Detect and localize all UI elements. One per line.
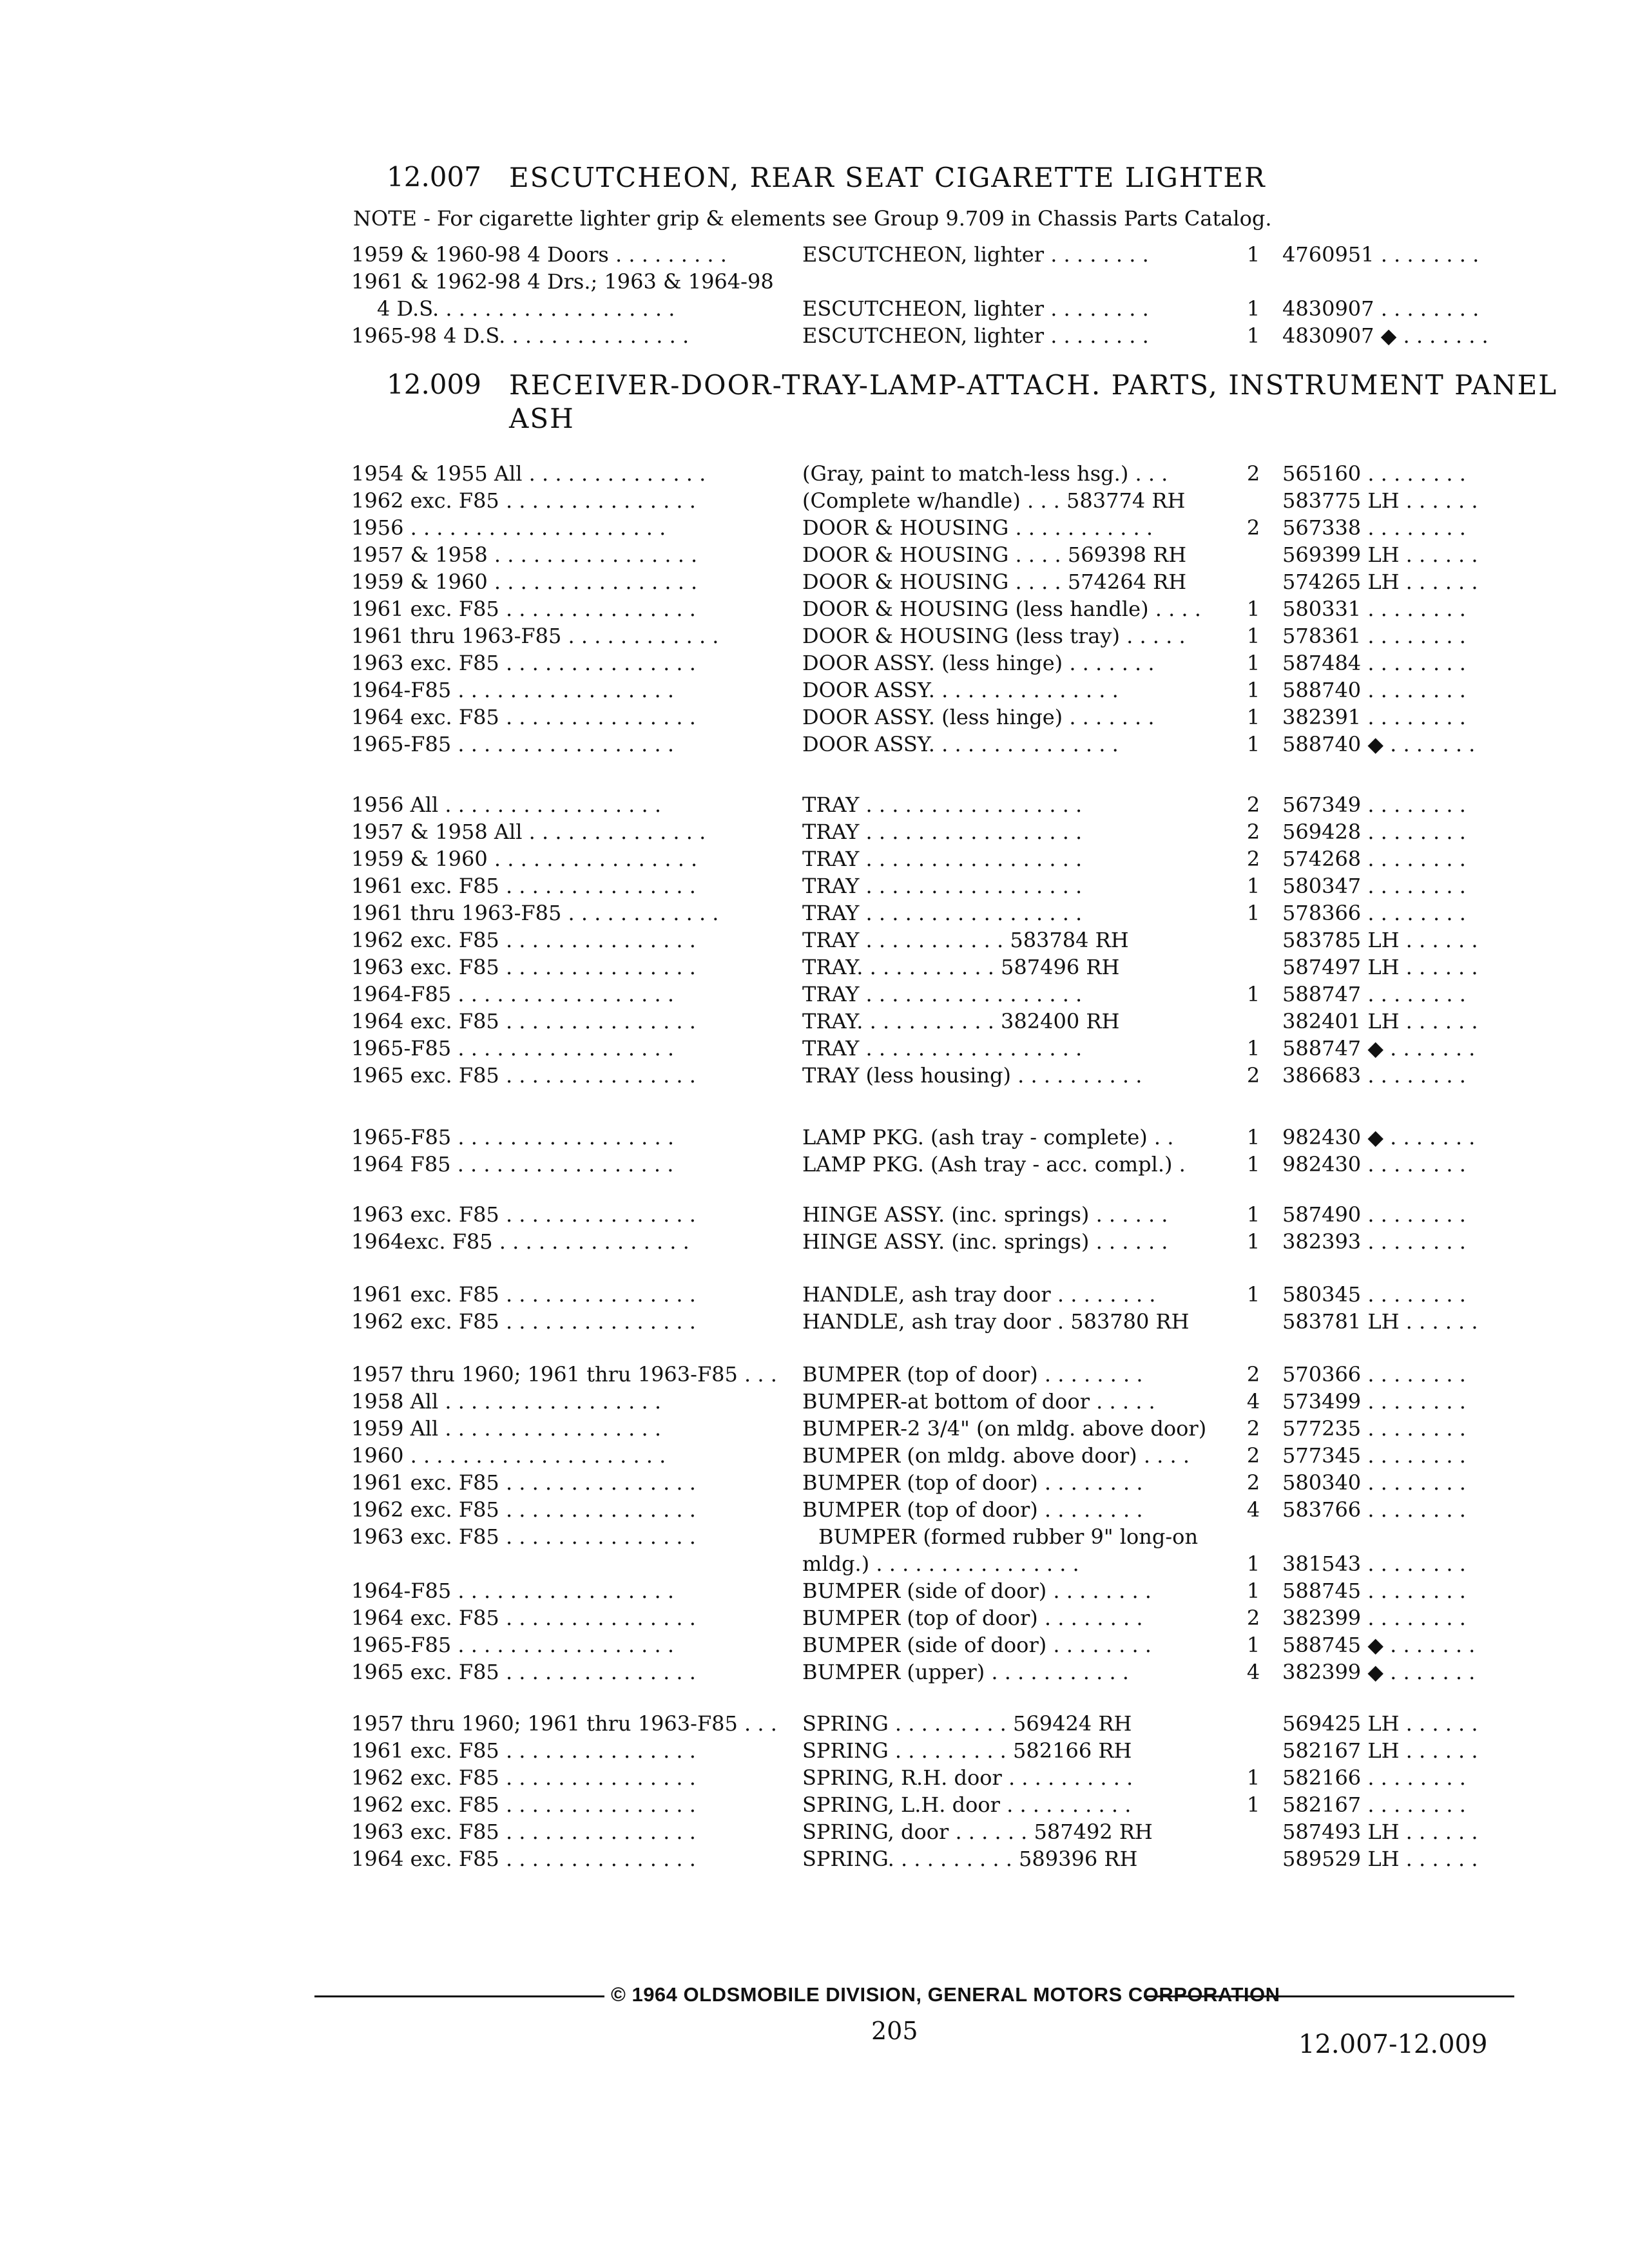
description-cell: TRAY . . . . . . . . . . . . . . . . .	[802, 847, 1083, 871]
description-cell: DOOR ASSY. (less hinge) . . . . . . .	[802, 651, 1155, 675]
part-number-cell: 382399 ◆ . . . . . . .	[1282, 1660, 1476, 1684]
year-cell: 1961 exc. F85 . . . . . . . . . . . . . . .	[351, 1738, 696, 1763]
year-cell: 1961 exc. F85 . . . . . . . . . . . . . . .	[351, 1282, 696, 1307]
description-cell: (Complete w/handle) . . . 583774 RH	[802, 488, 1186, 513]
description-cell: DOOR ASSY. . . . . . . . . . . . . . .	[802, 732, 1119, 756]
table-row	[0, 488, 1629, 515]
description-cell: SPRING. . . . . . . . . . 589396 RH	[802, 1847, 1138, 1871]
year-cell: 1964-F85 . . . . . . . . . . . . . . . . .	[351, 982, 675, 1006]
description-cell: HINGE ASSY. (inc. springs) . . . . . .	[802, 1229, 1168, 1254]
year-cell: 1965 exc. F85 . . . . . . . . . . . . . . .	[351, 1063, 696, 1088]
quantity-cell: 2	[1246, 1470, 1260, 1495]
table-row	[0, 1389, 1629, 1416]
section-title: RECEIVER-DOOR-TRAY-LAMP-ATTACH. PARTS, INSTRUMENT PANEL ASH	[509, 369, 1558, 434]
quantity-cell: 1	[1246, 1633, 1260, 1657]
quantity-cell: 2	[1246, 1362, 1260, 1387]
section-number: 12.007	[387, 161, 481, 193]
year-cell: 1965-98 4 D.S. . . . . . . . . . . . . . .	[351, 323, 689, 348]
description-cell: TRAY . . . . . . . . . . . . . . . . .	[802, 982, 1083, 1006]
table-row	[0, 296, 1629, 323]
table-row	[0, 1606, 1629, 1633]
year-cell: 1961 exc. F85 . . . . . . . . . . . . . . .	[351, 1470, 696, 1495]
description-cell: DOOR & HOUSING . . . . 574264 RH	[802, 570, 1187, 594]
quantity-cell: 1	[1246, 1792, 1260, 1817]
part-number-cell: 580340 . . . . . . . .	[1282, 1470, 1466, 1495]
description-cell: BUMPER-at bottom of door . . . . .	[802, 1389, 1155, 1414]
year-cell: 1965-F85 . . . . . . . . . . . . . . . . .	[351, 1633, 675, 1657]
part-number-cell: 580347 . . . . . . . .	[1282, 874, 1466, 898]
part-number-cell: 567338 . . . . . . . .	[1282, 515, 1466, 540]
part-number-cell: 587484 . . . . . . . .	[1282, 651, 1466, 675]
quantity-cell: 4	[1246, 1660, 1260, 1684]
year-cell: 1957 thru 1960; 1961 thru 1963-F85 . . .	[351, 1711, 777, 1736]
table-row	[0, 1738, 1629, 1765]
part-number-cell: 382393 . . . . . . . .	[1282, 1229, 1466, 1254]
year-cell: 1956 . . . . . . . . . . . . . . . . . . . .	[351, 515, 666, 540]
table-row	[0, 1152, 1629, 1179]
year-cell: 1961 thru 1963-F85 . . . . . . . . . . . .	[351, 901, 719, 925]
table-row	[0, 1847, 1629, 1874]
table-row	[0, 1036, 1629, 1063]
part-number-cell: 382401 LH . . . . . .	[1282, 1009, 1478, 1033]
table-row	[0, 1820, 1629, 1847]
table-row	[0, 820, 1629, 847]
description-cell: SPRING, L.H. door . . . . . . . . . .	[802, 1792, 1132, 1817]
quantity-cell: 2	[1246, 1606, 1260, 1630]
part-number-cell: 583785 LH . . . . . .	[1282, 928, 1478, 952]
year-cell: 1959 & 1960-98 4 Doors . . . . . . . . .	[351, 242, 727, 267]
quantity-cell: 1	[1246, 1125, 1260, 1149]
part-number-cell: 382399 . . . . . . . .	[1282, 1606, 1466, 1630]
part-number-cell: 583775 LH . . . . . .	[1282, 488, 1478, 513]
description-cell: BUMPER (top of door) . . . . . . . .	[802, 1497, 1143, 1522]
table-row	[0, 1443, 1629, 1470]
part-number-cell: 565160 . . . . . . . .	[1282, 461, 1466, 486]
description-cell: DOOR & HOUSING (less tray) . . . . .	[802, 624, 1186, 648]
part-number-cell: 570366 . . . . . . . .	[1282, 1362, 1466, 1387]
part-number-cell: 588745 ◆ . . . . . . .	[1282, 1633, 1476, 1657]
quantity-cell: 1	[1246, 1579, 1260, 1603]
table-row	[0, 847, 1629, 874]
note-text: For cigarette lighter grip & elements see Group 9.709 in Chassis Parts Catalog.	[436, 206, 1272, 231]
part-number-cell: 587490 . . . . . . . .	[1282, 1202, 1466, 1227]
table-row	[0, 901, 1629, 928]
part-number-cell: 569428 . . . . . . . .	[1282, 820, 1466, 844]
table-row	[0, 1282, 1629, 1309]
table-row	[0, 1470, 1629, 1497]
part-number-cell: 4760951 . . . . . . . .	[1282, 242, 1480, 267]
year-cell: 1961 exc. F85 . . . . . . . . . . . . . . .	[351, 597, 696, 621]
quantity-cell: 1	[1246, 1202, 1260, 1227]
year-cell: 1963 exc. F85 . . . . . . . . . . . . . . .	[351, 1202, 696, 1227]
description-cell: SPRING . . . . . . . . . 582166 RH	[802, 1738, 1132, 1763]
page-number: 205	[871, 2017, 918, 2045]
part-number-cell: 567349 . . . . . . . .	[1282, 793, 1466, 817]
part-number-cell: 573499 . . . . . . . .	[1282, 1389, 1466, 1414]
year-cell: 1964 exc. F85 . . . . . . . . . . . . . . .	[351, 705, 696, 729]
table-row	[0, 1416, 1629, 1443]
year-cell: 1964-F85 . . . . . . . . . . . . . . . . .	[351, 678, 675, 702]
quantity-cell: 1	[1246, 651, 1260, 675]
year-cell: 1961 thru 1963-F85 . . . . . . . . . . . .	[351, 624, 719, 648]
year-cell: 1957 thru 1960; 1961 thru 1963-F85 . . .	[351, 1362, 777, 1387]
quantity-cell: 1	[1246, 982, 1260, 1006]
table-row	[0, 323, 1629, 351]
section-heading-12-007	[387, 161, 1605, 195]
description-cell: mldg.) . . . . . . . . . . . . . . . .	[802, 1552, 1079, 1576]
year-cell: 1963 exc. F85 . . . . . . . . . . . . . . .	[351, 1820, 696, 1844]
year-cell: 1959 & 1960 . . . . . . . . . . . . . . . .	[351, 847, 698, 871]
part-number-cell: 588745 . . . . . . . .	[1282, 1579, 1466, 1603]
section-title: ESCUTCHEON, REAR SEAT CIGARETTE LIGHTER	[509, 162, 1266, 193]
year-cell: 1962 exc. F85 . . . . . . . . . . . . . . .	[351, 1497, 696, 1522]
quantity-cell: 1	[1246, 624, 1260, 648]
part-number-cell: 577345 . . . . . . . .	[1282, 1443, 1466, 1468]
quantity-cell: 2	[1246, 793, 1260, 817]
description-cell: DOOR & HOUSING . . . . 569398 RH	[802, 543, 1187, 567]
part-number-cell: 574268 . . . . . . . .	[1282, 847, 1466, 871]
table-row	[0, 1660, 1629, 1687]
part-number-cell: 580345 . . . . . . . .	[1282, 1282, 1466, 1307]
quantity-cell: 1	[1246, 705, 1260, 729]
table-row	[0, 515, 1629, 543]
description-cell: LAMP PKG. (Ash tray - acc. compl.) .	[802, 1152, 1186, 1177]
table-row	[0, 570, 1629, 597]
table-row	[0, 982, 1629, 1009]
quantity-cell: 1	[1246, 1282, 1260, 1307]
description-cell: BUMPER (side of door) . . . . . . . .	[802, 1579, 1152, 1603]
description-cell: TRAY (less housing) . . . . . . . . . .	[802, 1063, 1142, 1088]
part-number-cell: 588740 ◆ . . . . . . .	[1282, 732, 1476, 756]
description-cell: BUMPER (top of door) . . . . . . . .	[802, 1470, 1143, 1495]
description-cell: BUMPER (upper) . . . . . . . . . . .	[802, 1660, 1129, 1684]
quantity-cell: 2	[1246, 820, 1260, 844]
year-cell: 1964exc. F85 . . . . . . . . . . . . . . .	[351, 1229, 689, 1254]
year-cell: 1961 exc. F85 . . . . . . . . . . . . . . .	[351, 874, 696, 898]
part-number-cell: 587493 LH . . . . . .	[1282, 1820, 1478, 1844]
footer-rule-left	[314, 1995, 604, 1997]
part-number-cell: 577235 . . . . . . . .	[1282, 1416, 1466, 1441]
table-row	[0, 874, 1629, 901]
table-row	[0, 1524, 1629, 1552]
year-cell: 1959 All . . . . . . . . . . . . . . . . .	[351, 1416, 662, 1441]
quantity-cell: 1	[1246, 1765, 1260, 1790]
part-number-cell: 386683 . . . . . . . .	[1282, 1063, 1466, 1088]
part-number-cell: 569425 LH . . . . . .	[1282, 1711, 1478, 1736]
part-number-cell: 382391 . . . . . . . .	[1282, 705, 1466, 729]
table-row	[0, 793, 1629, 820]
part-number-cell: 583781 LH . . . . . .	[1282, 1309, 1478, 1334]
table-row	[0, 1552, 1629, 1579]
description-cell: BUMPER (formed rubber 9" long-on	[818, 1524, 1199, 1549]
description-cell: DOOR & HOUSING . . . . . . . . . . .	[802, 515, 1153, 540]
year-cell: 1964 exc. F85 . . . . . . . . . . . . . . .	[351, 1009, 696, 1033]
note-label: NOTE -	[353, 206, 430, 231]
table-row	[0, 624, 1629, 651]
year-cell: 1962 exc. F85 . . . . . . . . . . . . . . .	[351, 1792, 696, 1817]
year-cell: 1965-F85 . . . . . . . . . . . . . . . . .	[351, 1036, 675, 1061]
section-number: 12.009	[387, 369, 481, 400]
table-row	[0, 1579, 1629, 1606]
part-number-cell: 589529 LH . . . . . .	[1282, 1847, 1478, 1871]
part-number-cell: 587497 LH . . . . . .	[1282, 955, 1478, 979]
description-cell: ESCUTCHEON, lighter . . . . . . . .	[802, 242, 1149, 267]
part-number-cell: 580331 . . . . . . . .	[1282, 597, 1466, 621]
description-cell: BUMPER (top of door) . . . . . . . .	[802, 1362, 1143, 1387]
year-cell: 1961 & 1962-98 4 Drs.; 1963 & 1964-98	[351, 269, 774, 294]
part-number-cell: 588747 . . . . . . . .	[1282, 982, 1466, 1006]
year-cell: 1965 exc. F85 . . . . . . . . . . . . . . .	[351, 1660, 696, 1684]
description-cell: TRAY . . . . . . . . . . . . . . . . .	[802, 820, 1083, 844]
description-cell: ESCUTCHEON, lighter . . . . . . . .	[802, 323, 1149, 348]
description-cell: TRAY . . . . . . . . . . . . . . . . .	[802, 793, 1083, 817]
table-row	[0, 651, 1629, 678]
table-row	[0, 1711, 1629, 1738]
quantity-cell: 1	[1246, 901, 1260, 925]
quantity-cell: 1	[1246, 1552, 1260, 1576]
description-cell: HANDLE, ash tray door . 583780 RH	[802, 1309, 1190, 1334]
note	[353, 206, 1272, 231]
page-reference: 12.007-12.009	[1298, 2030, 1488, 2059]
year-cell: 1957 & 1958 . . . . . . . . . . . . . . . .	[351, 543, 698, 567]
description-cell: DOOR ASSY. (less hinge) . . . . . . .	[802, 705, 1155, 729]
quantity-cell: 1	[1246, 1036, 1260, 1061]
quantity-cell: 1	[1246, 732, 1260, 756]
quantity-cell: 1	[1246, 678, 1260, 702]
quantity-cell: 4	[1246, 1389, 1260, 1414]
table-row	[0, 928, 1629, 955]
quantity-cell: 2	[1246, 515, 1260, 540]
description-cell: DOOR ASSY. . . . . . . . . . . . . . .	[802, 678, 1119, 702]
year-cell: 1960 . . . . . . . . . . . . . . . . . . . .	[351, 1443, 666, 1468]
year-cell: 1954 & 1955 All . . . . . . . . . . . . . .	[351, 461, 706, 486]
table-row	[0, 1229, 1629, 1256]
description-cell: HINGE ASSY. (inc. springs) . . . . . .	[802, 1202, 1168, 1227]
table-row	[0, 732, 1629, 759]
description-cell: TRAY . . . . . . . . . . . . . . . . .	[802, 901, 1083, 925]
quantity-cell: 2	[1246, 1443, 1260, 1468]
year-cell: 1963 exc. F85 . . . . . . . . . . . . . . .	[351, 1524, 696, 1549]
description-cell: TRAY. . . . . . . . . . . 587496 RH	[802, 955, 1120, 979]
footer-copyright: © 1964 OLDSMOBILE DIVISION, GENERAL MOTORS CORPORATION	[611, 1983, 1280, 2006]
description-cell: SPRING, R.H. door . . . . . . . . . .	[802, 1765, 1133, 1790]
year-cell: 1963 exc. F85 . . . . . . . . . . . . . . .	[351, 651, 696, 675]
part-number-cell: 588747 ◆ . . . . . . .	[1282, 1036, 1476, 1061]
description-cell: TRAY . . . . . . . . . . . 583784 RH	[802, 928, 1129, 952]
quantity-cell: 2	[1246, 1416, 1260, 1441]
year-cell: 1962 exc. F85 . . . . . . . . . . . . . . .	[351, 1309, 696, 1334]
year-cell: 1962 exc. F85 . . . . . . . . . . . . . . .	[351, 488, 696, 513]
description-cell: BUMPER-2 3/4" (on mldg. above door)	[802, 1416, 1207, 1441]
description-cell: ESCUTCHEON, lighter . . . . . . . .	[802, 296, 1149, 321]
table-row	[0, 1309, 1629, 1336]
quantity-cell: 1	[1246, 242, 1260, 267]
part-number-cell: 569399 LH . . . . . .	[1282, 543, 1478, 567]
table-row	[0, 597, 1629, 624]
quantity-cell: 1	[1246, 1152, 1260, 1177]
table-row	[0, 1765, 1629, 1792]
year-cell: 1956 All . . . . . . . . . . . . . . . . .	[351, 793, 662, 817]
year-cell: 4 D.S. . . . . . . . . . . . . . . . . . .	[377, 296, 675, 321]
year-cell: 1963 exc. F85 . . . . . . . . . . . . . . .	[351, 955, 696, 979]
description-cell: SPRING . . . . . . . . . 569424 RH	[802, 1711, 1132, 1736]
table-row	[0, 1633, 1629, 1660]
part-number-cell: 583766 . . . . . . . .	[1282, 1497, 1466, 1522]
table-row	[0, 1063, 1629, 1090]
part-number-cell: 578361 . . . . . . . .	[1282, 624, 1466, 648]
description-cell: LAMP PKG. (ash tray - complete) . .	[802, 1125, 1174, 1149]
part-number-cell: 582167 . . . . . . . .	[1282, 1792, 1466, 1817]
quantity-cell: 2	[1246, 461, 1260, 486]
part-number-cell: 582166 . . . . . . . .	[1282, 1765, 1466, 1790]
table-row	[0, 1125, 1629, 1152]
quantity-cell: 1	[1246, 874, 1260, 898]
table-row	[0, 242, 1629, 269]
table-row	[0, 1362, 1629, 1389]
year-cell: 1962 exc. F85 . . . . . . . . . . . . . . .	[351, 928, 696, 952]
table-row	[0, 543, 1629, 570]
description-cell: BUMPER (side of door) . . . . . . . .	[802, 1633, 1152, 1657]
part-number-cell: 574265 LH . . . . . .	[1282, 570, 1478, 594]
year-cell: 1964 exc. F85 . . . . . . . . . . . . . . .	[351, 1606, 696, 1630]
part-number-cell: 982430 ◆ . . . . . . .	[1282, 1125, 1476, 1149]
table-row	[0, 1202, 1629, 1229]
table-row	[0, 1792, 1629, 1820]
table-row	[0, 1497, 1629, 1524]
description-cell: BUMPER (on mldg. above door) . . . .	[802, 1443, 1190, 1468]
year-cell: 1964-F85 . . . . . . . . . . . . . . . . .	[351, 1579, 675, 1603]
part-number-cell: 582167 LH . . . . . .	[1282, 1738, 1478, 1763]
year-cell: 1962 exc. F85 . . . . . . . . . . . . . . .	[351, 1765, 696, 1790]
description-cell: TRAY . . . . . . . . . . . . . . . . .	[802, 1036, 1083, 1061]
description-cell: DOOR & HOUSING (less handle) . . . .	[802, 597, 1201, 621]
section-heading-12-009	[387, 369, 1605, 436]
year-cell: 1964 exc. F85 . . . . . . . . . . . . . . .	[351, 1847, 696, 1871]
description-cell: SPRING, door . . . . . . 587492 RH	[802, 1820, 1153, 1844]
quantity-cell: 4	[1246, 1497, 1260, 1522]
part-number-cell: 588740 . . . . . . . .	[1282, 678, 1466, 702]
year-cell: 1964 F85 . . . . . . . . . . . . . . . . .	[351, 1152, 674, 1177]
part-number-cell: 982430 . . . . . . . .	[1282, 1152, 1466, 1177]
table-row	[0, 955, 1629, 982]
description-cell: TRAY. . . . . . . . . . . 382400 RH	[802, 1009, 1120, 1033]
year-cell: 1958 All . . . . . . . . . . . . . . . . .	[351, 1389, 662, 1414]
year-cell: 1957 & 1958 All . . . . . . . . . . . . . .	[351, 820, 706, 844]
description-cell: HANDLE, ash tray door . . . . . . . .	[802, 1282, 1156, 1307]
table-row	[0, 1009, 1629, 1036]
part-number-cell: 381543 . . . . . . . .	[1282, 1552, 1466, 1576]
description-cell: (Gray, paint to match-less hsg.) . . .	[802, 461, 1168, 486]
quantity-cell: 2	[1246, 847, 1260, 871]
description-cell: BUMPER (top of door) . . . . . . . .	[802, 1606, 1143, 1630]
table-row	[0, 269, 1629, 296]
part-number-cell: 578366 . . . . . . . .	[1282, 901, 1466, 925]
quantity-cell: 2	[1246, 1063, 1260, 1088]
year-cell: 1965-F85 . . . . . . . . . . . . . . . . .	[351, 1125, 675, 1149]
quantity-cell: 1	[1246, 597, 1260, 621]
part-number-cell: 4830907 ◆ . . . . . . .	[1282, 323, 1489, 348]
table-row	[0, 705, 1629, 732]
table-row	[0, 678, 1629, 705]
quantity-cell: 1	[1246, 323, 1260, 348]
year-cell: 1959 & 1960 . . . . . . . . . . . . . . . .	[351, 570, 698, 594]
table-row	[0, 461, 1629, 488]
quantity-cell: 1	[1246, 296, 1260, 321]
year-cell: 1965-F85 . . . . . . . . . . . . . . . . .	[351, 732, 675, 756]
description-cell: TRAY . . . . . . . . . . . . . . . . .	[802, 874, 1083, 898]
part-number-cell: 4830907 . . . . . . . .	[1282, 296, 1480, 321]
quantity-cell: 1	[1246, 1229, 1260, 1254]
